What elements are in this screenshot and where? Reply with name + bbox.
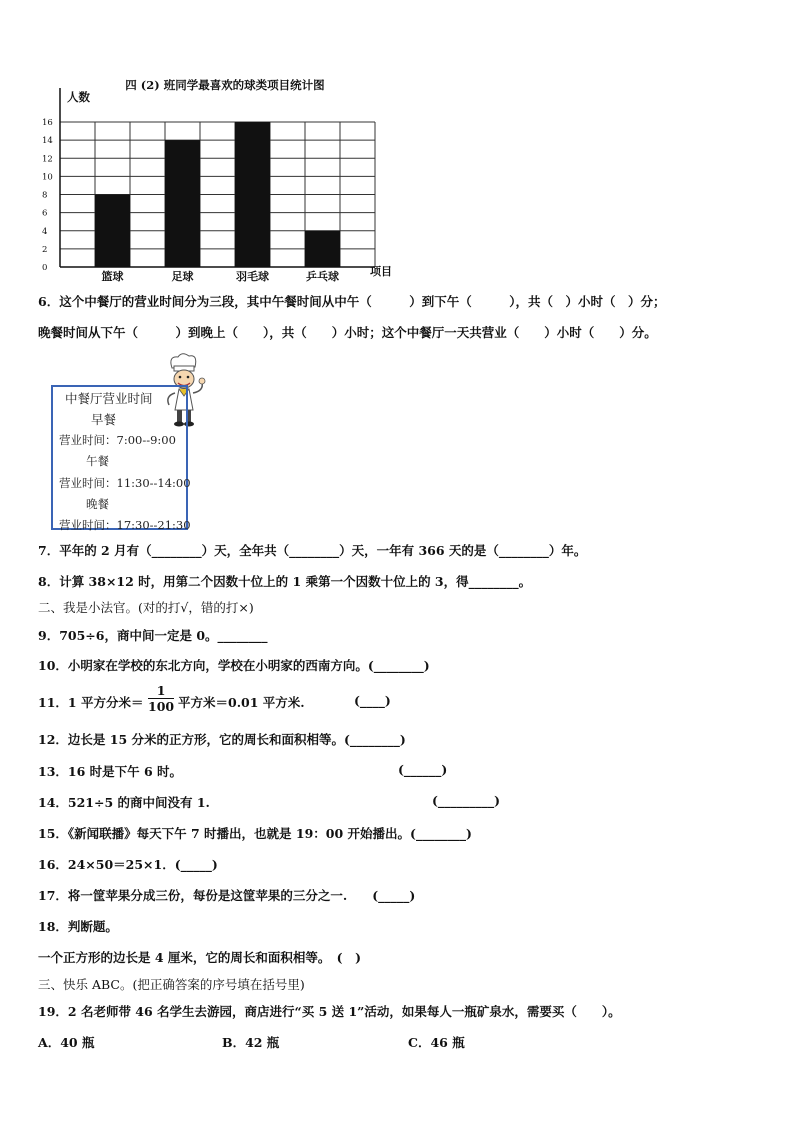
breakfast-label: 早餐 [91, 412, 117, 427]
question-6-line-1: 6．这个中餐厅的营业时间分为三段，其中午餐时间从中午（ ）到下午（ ），共（ ）小时（ ）分； [38, 294, 666, 309]
y-tick-label: 12 [42, 154, 53, 165]
y-tick-label: 6 [42, 208, 48, 219]
section-3-heading: 三、快乐 ABC。(把正确答案的序号填在括号里) [38, 977, 305, 992]
lunch-hours: 营业时间：11:30--14:00 [59, 476, 191, 490]
y-tick-label: 0 [42, 263, 48, 273]
question-10: 10．小明家在学校的东北方向，学校在小明家的西南方向。(________) [38, 658, 430, 673]
y-tick-label: 8 [42, 190, 48, 201]
chart-y-ticks [42, 118, 53, 273]
hours-title: 中餐厅营业时间 [65, 391, 153, 406]
question-11-prefix: 11．1 平方分米＝ [38, 695, 144, 710]
bar-chart [20, 70, 420, 285]
y-tick-label: 14 [42, 136, 53, 147]
question-12: 12．边长是 15 分米的正方形，它的周长和面积相等。(________) [38, 732, 406, 747]
question-15: 15．《新闻联播》每天下午 7 时播出，也就是 19：00 开始播出。(________) [38, 826, 472, 841]
chart-x-ticks [102, 269, 340, 283]
chart-title: 四 (2) 班同学最喜欢的球类项目统计图 [125, 78, 325, 92]
fraction-denominator: 100 [148, 699, 175, 714]
question-13-blank: (______) [398, 762, 448, 777]
x-tick-label: 乒乓球 [306, 270, 339, 283]
question-18: 18．判断题。 [38, 919, 118, 934]
question-14-blank: (_________) [432, 793, 501, 808]
fraction-1-over-100 [148, 683, 174, 714]
chart-x-axis-label: 项目 [370, 265, 392, 278]
x-tick-label: 篮球 [101, 270, 124, 283]
chart-y-axis-label: 人数 [67, 90, 90, 104]
question-19-option-c: C．46 瓶 [408, 1035, 465, 1050]
question-16: 16．24×50＝25×1．(_____) [38, 857, 218, 872]
dinner-hours: 营业时间：17:30--21:30 [59, 518, 191, 532]
question-7: 7．平年的 2 月有（________）天，全年共（________）天，一年有 366 天的是（________）年。 [38, 543, 587, 558]
y-tick-label: 16 [42, 118, 53, 128]
bar-3 [305, 231, 340, 267]
y-tick-label: 2 [42, 244, 48, 255]
restaurant-hours-box [51, 385, 191, 532]
question-14: 14．521÷5 的商中间没有 1. [38, 795, 210, 810]
breakfast-hours: 营业时间：7:00--9:00 [59, 433, 176, 447]
bar-0 [95, 195, 130, 268]
bar-2 [235, 122, 270, 267]
fraction-numerator: 1 [148, 683, 174, 699]
question-11-suffix: 平方米＝0.01 平方米. [178, 695, 305, 710]
question-11-blank: (____) [354, 693, 391, 708]
x-tick-label: 羽毛球 [236, 270, 269, 283]
y-tick-label: 4 [42, 226, 48, 237]
question-19: 19．2 名老师带 46 名学生去游园，商店进行“买 5 送 1”活动，如果每人一瓶矿泉水，需要买（ ）。 [38, 1004, 621, 1019]
question-9: 9．705÷6，商中间一定是 0。________ [38, 628, 268, 643]
y-tick-label: 10 [42, 172, 53, 183]
question-8: 8．计算 38×12 时，用第二个因数十位上的 1 乘第一个因数十位上的 3，得________。 [38, 574, 532, 589]
lunch-label: 午餐 [86, 454, 109, 468]
question-17: 17．将一筐苹果分成三份，每份是这筐苹果的三分之一. (_____) [38, 888, 416, 903]
question-19-option-a: A．40 瓶 [38, 1035, 95, 1050]
question-19-option-b: B．42 瓶 [222, 1035, 280, 1050]
question-18-statement: 一个正方形的边长是 4 厘米，它的周长和面积相等。 ( ) [38, 950, 361, 965]
question-13: 13．16 时是下午 6 时。 [38, 764, 183, 779]
section-2-heading: 二、我是小法官。(对的打√，错的打×) [38, 600, 254, 615]
bar-1 [165, 140, 200, 267]
dinner-label: 晚餐 [86, 497, 109, 511]
question-6-line-2: 晚餐时间从下午（ ）到晚上（ ），共（ ）小时；这个中餐厅一天共营业（ ）小时（ ）分。 [38, 325, 657, 340]
x-tick-label: 足球 [171, 270, 194, 283]
